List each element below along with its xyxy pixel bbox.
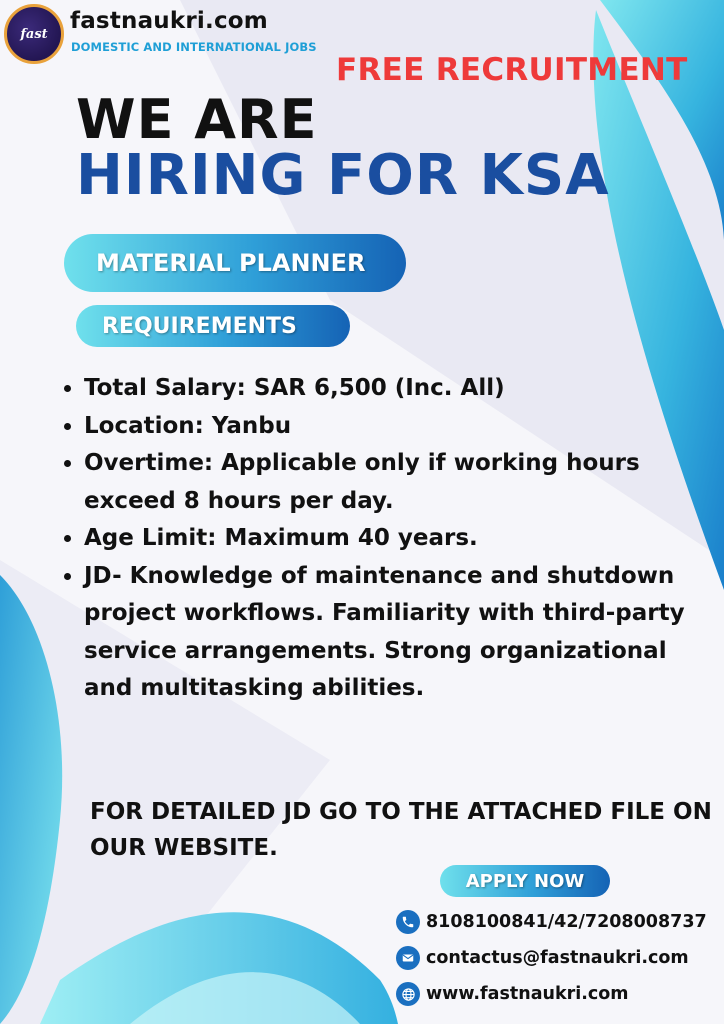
requirement-item-location: • Location: Yanbu (84, 408, 704, 446)
contact-email[interactable] (396, 946, 689, 970)
requirement-item-overtime: • Overtime: Applicable only if working hours exceed 8 hours per day. (84, 445, 704, 520)
phone-number: 8108100841/42/7208008737 (426, 912, 707, 932)
free-recruitment-banner: FREE RECRUITMENT (336, 52, 688, 88)
requirement-item-job-description: • JD- Knowledge of maintenance and shutdown project workflows. Familiarity with third-party service arrangements. Strong organizational and multitasking abilities. (84, 558, 704, 708)
position-title-pill: MATERIAL PLANNER (64, 234, 406, 292)
email-address: contactus@fastnaukri.com (426, 948, 689, 968)
logo-text: fast (20, 26, 48, 42)
brand-logo (4, 4, 64, 64)
requirements-label-pill: REQUIREMENTS (76, 305, 350, 347)
contact-website[interactable] (396, 982, 629, 1006)
headline-line-1: WE ARE (76, 88, 318, 151)
detailed-jd-note: FOR DETAILED JD GO TO THE ATTACHED FILE ON OUR WEBSITE. (90, 799, 712, 861)
brand-tagline: DOMESTIC AND INTERNATIONAL JOBS (71, 40, 317, 54)
headline-line-2: HIRING FOR KSA (76, 143, 610, 208)
requirement-item-salary: • Total Salary: SAR 6,500 (Inc. All) (84, 370, 704, 408)
apply-now-button[interactable]: APPLY NOW (440, 865, 610, 897)
website-url: www.fastnaukri.com (426, 984, 629, 1004)
globe-icon (396, 982, 420, 1006)
phone-icon (396, 910, 420, 934)
brand-name: fastnaukri.com (70, 8, 268, 34)
mail-icon (396, 946, 420, 970)
requirements-list (58, 370, 704, 708)
contact-phone[interactable] (396, 910, 707, 934)
requirement-item-age-limit: • Age Limit: Maximum 40 years. (84, 520, 704, 558)
